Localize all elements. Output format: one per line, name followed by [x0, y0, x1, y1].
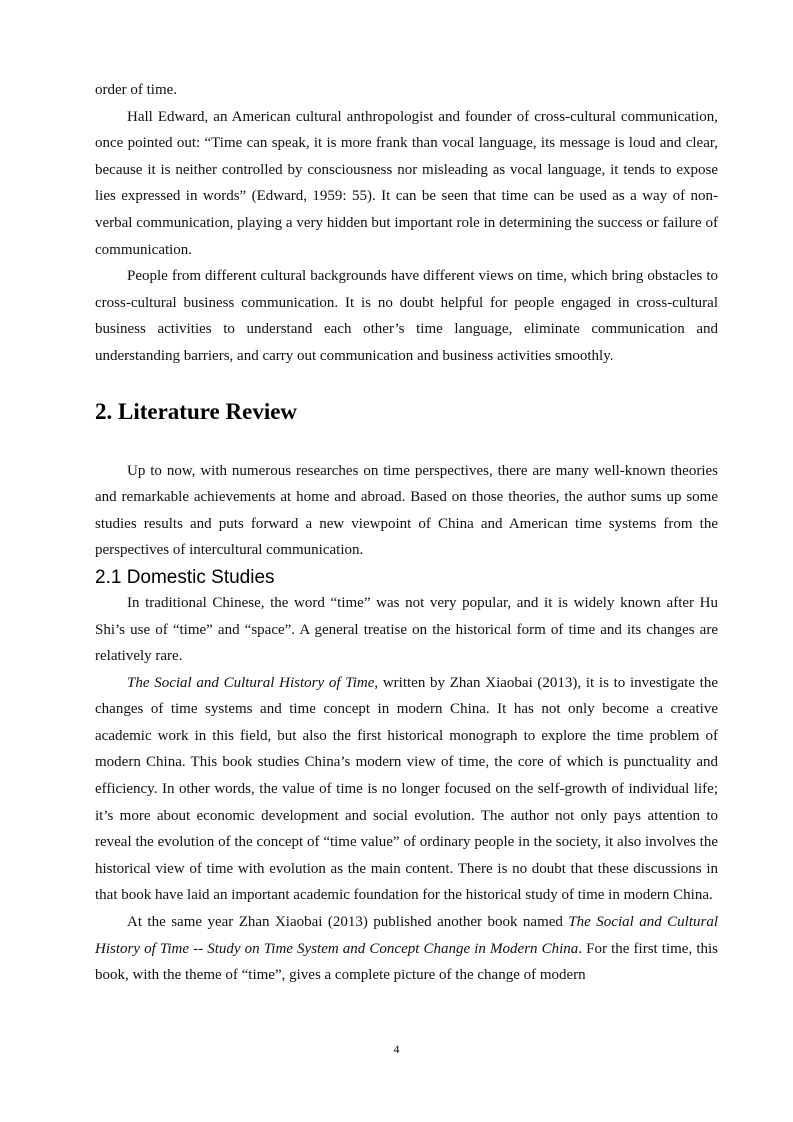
paragraph-text: , written by Zhan Xiaobai (2013), it is to investigate the changes of time systems and time concept in modern China. It has not only become a creative academic work in this field, but also the first historical monograph to explore the time problem of modern China. This book studies China’s modern view of time, the core of which is punctuality and efficiency. In other words, the value of time is no longer focused on the self-growth of individual life; it’s more about economic development and social evolution. The author not only pays attention to reveal the evolution of the concept of “time value” of ordinary people in the society, it also involves the historical view of time with evolution as the main content. There is no doubt that these discussions in that book have laid an important academic foundation for the historical study of time in modern China. [95, 674, 718, 904]
book-title: The Social and Cultural History of Time [127, 674, 375, 691]
paragraph-traditional-chinese: In traditional Chinese, the word “time” was not very popular, and it is widely known after Hu Shi’s use of “time” and “space”. A general treatise on the historical form of time and its changes are relatively rare. [95, 594, 718, 665]
section-heading: 2. Literature Review [95, 398, 298, 424]
paragraph-text: . For the first time, this book, with the theme of “time”, gives a complete picture of the change of modern [95, 940, 718, 984]
paragraph-same-year [95, 909, 718, 989]
subsection-heading: 2.1 Domestic Studies [95, 566, 275, 588]
paragraph-cultural-backgrounds: People from different cultural backgrounds have different views on time, which bring obstacles to cross-cultural business communication. It is no doubt helpful for people engaged in cross-cultural business activities to understand each other’s time language, eliminate communication and understanding barriers, and carry out communication and business activities smoothly. [95, 268, 718, 364]
paragraph-continued: order of time. [95, 82, 178, 98]
paragraph-text: At the same year Zhan Xiaobai (2013) published another book named [127, 914, 569, 931]
paragraph-hall-edward: Hall Edward, an American cultural anthropologist and founder of cross-cultural communication, once pointed out: “Time can speak, it is more frank than vocal language, its message is loud and clear, because it is neither controlled by consciousness nor misleading as vocal language, it tends to expose lies expressed in words” (Edward, 1959: 55). It can be seen that time can be used as a way of non-verbal communication, playing a very hidden but important role in determining the success or failure of communication. [95, 108, 718, 258]
paragraph-literature-intro: Up to now, with numerous researches on time perspectives, there are many well-known theories and remarkable achievements at home and abroad. Based on those theories, the author sums up some studies results and puts forward a new viewpoint of China and American time systems from the perspectives of intercultural communication. [95, 462, 718, 559]
paragraph-social-cultural-history [95, 670, 718, 909]
page-number: 4 [393, 1042, 400, 1056]
page-body [95, 77, 718, 989]
book-title: The Social and Cultural History of Time -- Study on Time System and Concept Change in Modern China [95, 914, 718, 957]
